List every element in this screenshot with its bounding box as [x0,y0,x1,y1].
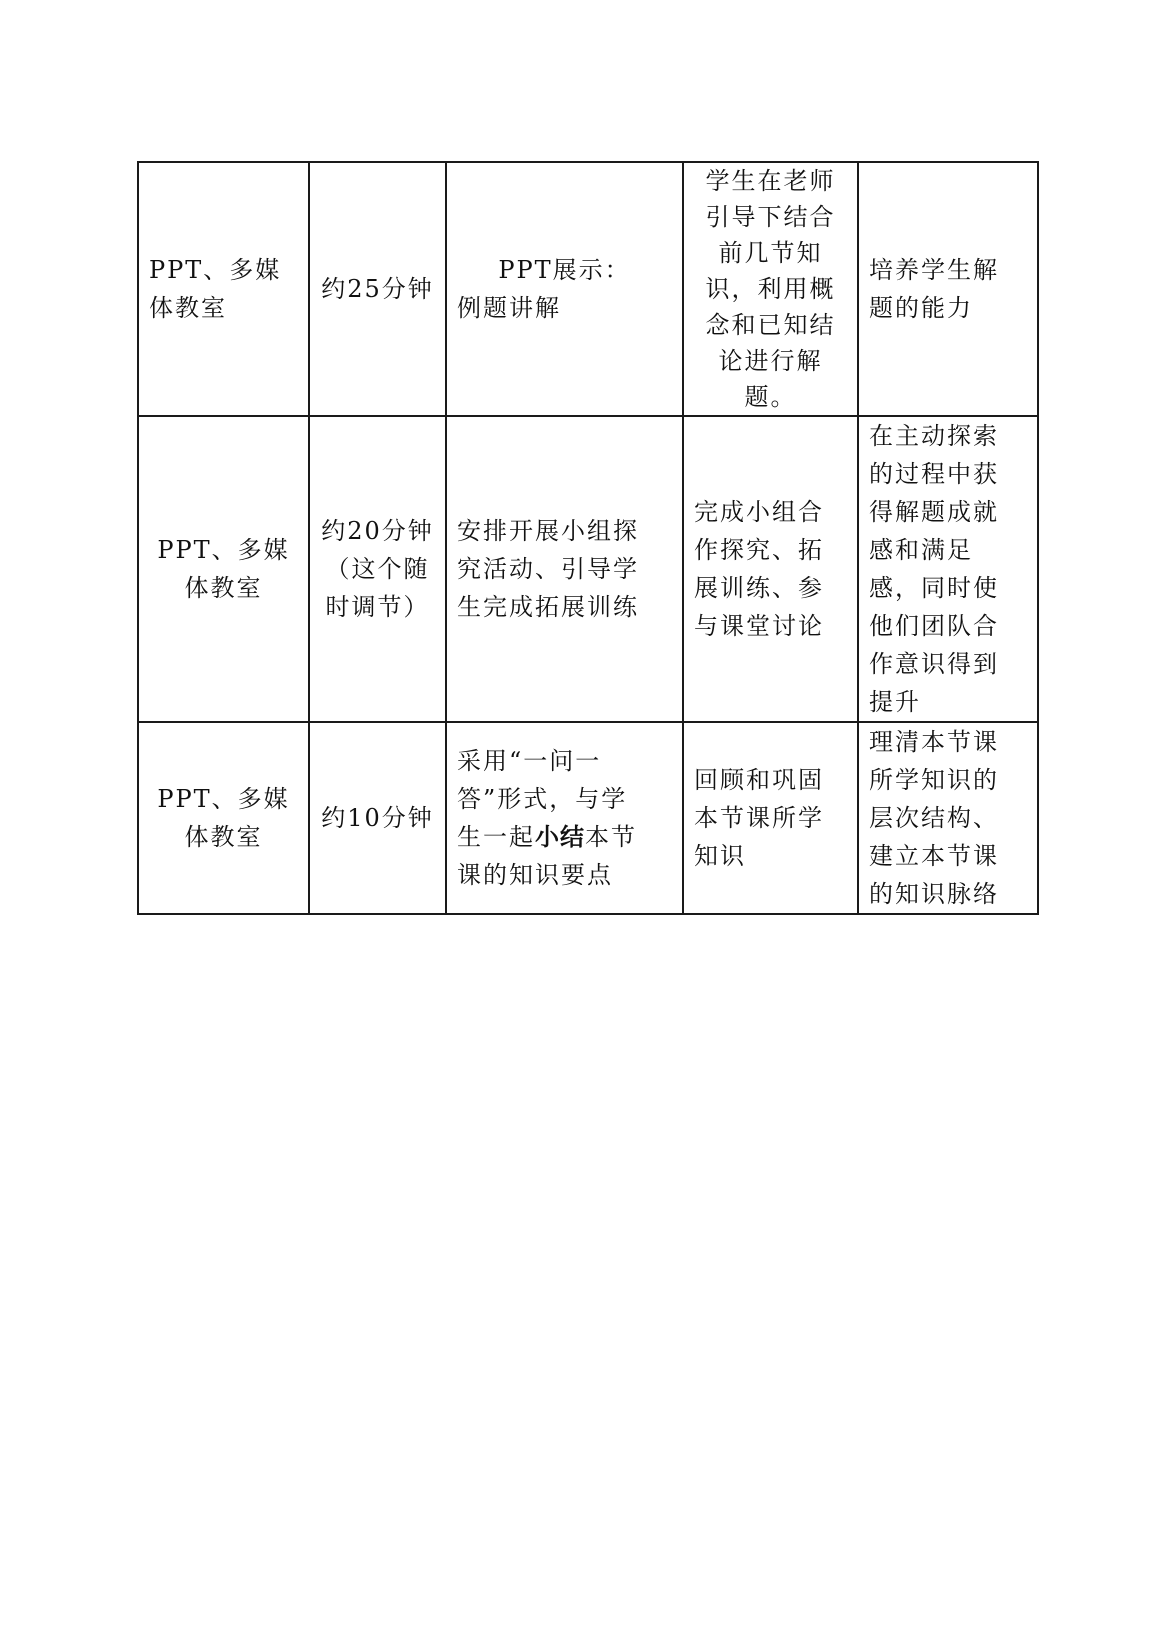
time-text: 时调节） [325,593,430,621]
resource-text: PPT、多媒 [149,256,282,284]
student-activity-text: 本节课所学 [694,804,824,832]
resource-text: 体教室 [184,823,263,851]
design-intent-text: 理清本节课 [869,728,999,756]
time-text: （这个随 [325,555,430,583]
summary-emphasis: 小结 [535,823,585,851]
design-intent-text: 培养学生解 [869,256,999,284]
design-intent-cell [858,416,1038,722]
design-intent-text: 得解题成就 [869,498,999,526]
design-intent-text: 感和满足 [869,536,973,564]
student-activity-text: 完成小组合 [694,498,824,526]
resource-text: 体教室 [184,574,263,602]
table-row [138,416,1038,722]
resource-text: PPT、多媒 [157,536,290,564]
teacher-activity-text: 生一起 [457,823,535,851]
resource-cell [138,722,309,914]
teacher-activity-cell [446,416,683,722]
teacher-activity-text: 采用“一问一 [457,747,602,775]
time-text: 约20分钟 [321,517,434,545]
time-text: 约10分钟 [321,804,434,832]
student-activity-text: 前几节知 [718,239,823,267]
time-cell [309,416,446,722]
student-activity-cell [683,416,858,722]
teacher-activity-text: 本节 [585,823,637,851]
student-activity-cell [683,162,858,416]
teacher-activity-cell [446,162,683,416]
teacher-activity-text: 安排开展小组探 [457,517,639,545]
design-intent-text: 在主动探索 [869,422,999,450]
student-activity-cell [683,722,858,914]
student-activity-text: 引导下结合 [705,203,836,231]
student-activity-text: 识，利用概 [705,275,836,303]
resource-cell [138,416,309,722]
teacher-activity-text: 课的知识要点 [457,861,613,889]
student-activity-text: 作探究、拓 [694,536,824,564]
student-activity-text: 念和已知结 [705,311,836,339]
design-intent-text: 的过程中获 [869,460,999,488]
resource-text: 体教室 [149,294,227,322]
student-activity-text: 学生在老师 [705,167,836,195]
student-activity-text: 与课堂讨论 [694,612,824,640]
design-intent-text: 题的能力 [869,294,973,322]
design-intent-cell [858,722,1038,914]
teacher-activity-cell [446,722,683,914]
time-text: 约25分钟 [321,275,434,303]
design-intent-text: 感，同时使 [869,574,999,602]
student-activity-text: 展训练、参 [694,574,824,602]
resource-text: PPT、多媒 [157,785,290,813]
student-activity-text: 题。 [744,383,797,411]
teacher-activity-text: 例题讲解 [457,294,561,322]
resource-cell [138,162,309,416]
table-row [138,722,1038,914]
design-intent-cell [858,162,1038,416]
teacher-activity-text: PPT展示： [498,256,631,284]
student-activity-text: 知识 [694,842,746,870]
design-intent-text: 层次结构、 [869,804,999,832]
design-intent-text: 提升 [869,688,921,716]
teacher-activity-text: 答”形式，与学 [457,785,628,813]
time-cell [309,722,446,914]
teacher-activity-text: 究活动、引导学 [457,555,639,583]
design-intent-text: 所学知识的 [869,766,999,794]
time-cell [309,162,446,416]
design-intent-text: 他们团队合 [869,612,999,640]
design-intent-text: 作意识得到 [869,650,999,678]
design-intent-text: 的知识脉络 [869,880,999,908]
student-activity-text: 论进行解 [718,347,823,375]
lesson-plan-table [137,161,1039,915]
table-row [138,162,1038,416]
teacher-activity-line [457,818,672,856]
teacher-activity-text: 生完成拓展训练 [457,593,639,621]
design-intent-text: 建立本节课 [869,842,999,870]
student-activity-text: 回顾和巩固 [694,766,824,794]
